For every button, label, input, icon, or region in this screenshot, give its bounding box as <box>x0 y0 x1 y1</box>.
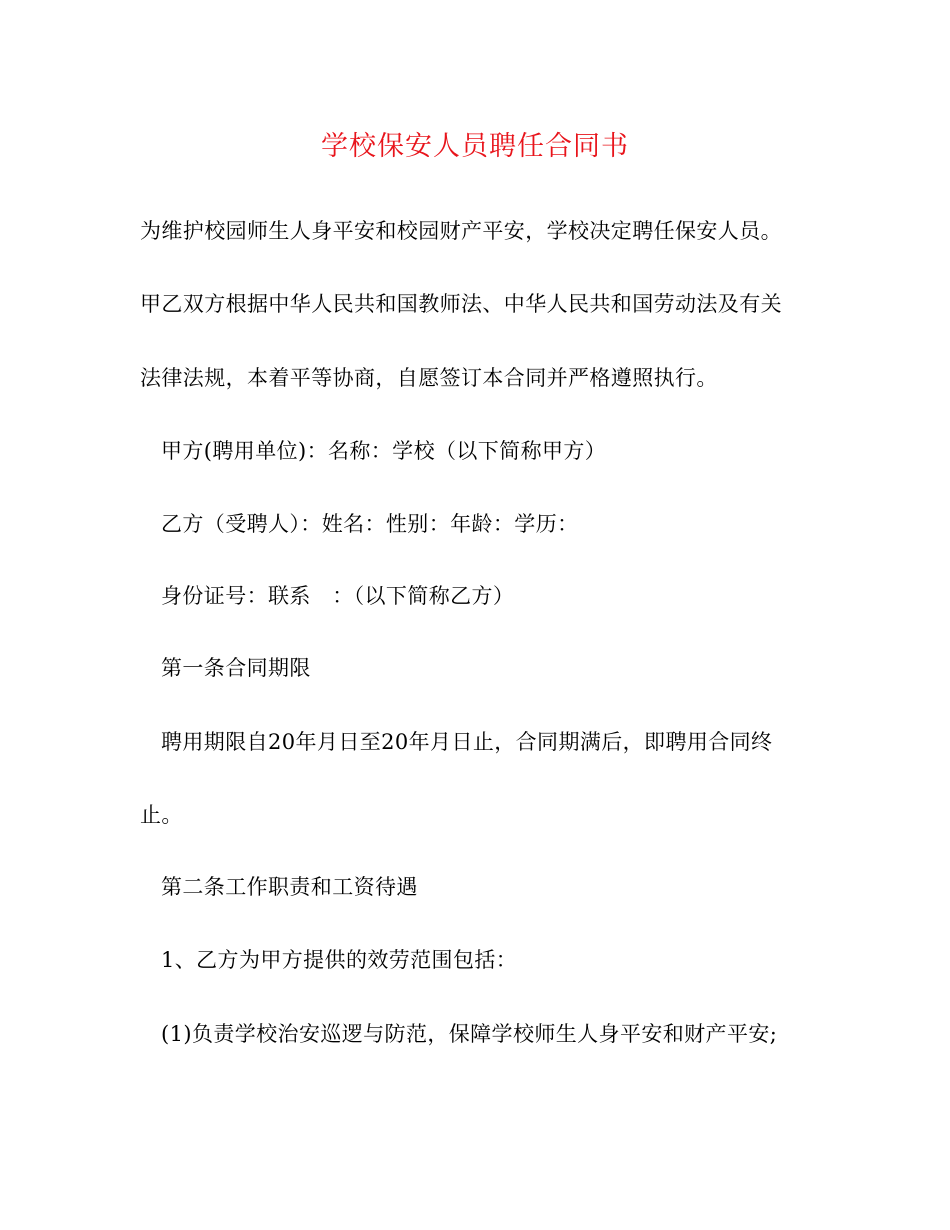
paragraph-line: 聘用期限自20年月日至20年月日止，合同期满后，即聘用合同终 <box>161 730 773 754</box>
paragraph-line: 甲乙双方根据中华人民共和国教师法、中华人民共和国劳动法及有关 <box>140 292 782 316</box>
section-heading: 第二条工作职责和工资待遇 <box>161 875 418 899</box>
document-title: 学校保安人员聘任合同书 <box>321 131 629 162</box>
id-contact-line: 身份证号：联系 ：（以下简称乙方） <box>161 584 515 608</box>
section-heading: 第一条合同期限 <box>161 656 311 680</box>
paragraph-line: 为维护校园师生人身平安和校园财产平安，学校决定聘任保安人员。 <box>140 219 782 243</box>
list-item: (1)负责学校治安巡逻与防范，保障学校师生人身平安和财产平安; <box>161 1022 778 1046</box>
paragraph-line: 止。 <box>140 803 183 827</box>
party-a-line: 甲方(聘用单位)：名称：学校（以下简称甲方） <box>161 439 607 463</box>
list-item: 1、乙方为甲方提供的效劳范围包括： <box>161 948 518 972</box>
paragraph-line: 法律法规，本着平等协商，自愿签订本合同并严格遵照执行。 <box>140 366 718 390</box>
party-b-line: 乙方（受聘人）：姓名：性别：年龄：学历： <box>161 512 579 536</box>
